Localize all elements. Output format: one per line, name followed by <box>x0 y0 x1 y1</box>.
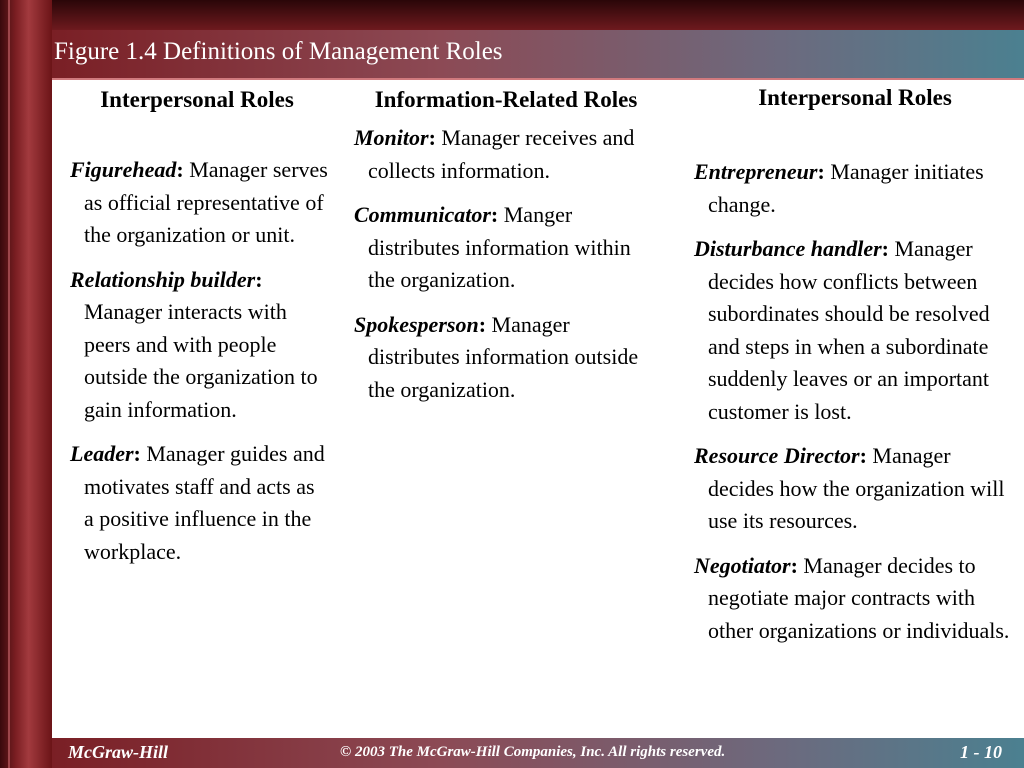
column-interpersonal-roles-right <box>690 82 1020 659</box>
title-band <box>52 30 1024 80</box>
role-name: Spokesperson <box>354 311 479 337</box>
role-definition: Relationship builder: Manager interacts with peers and with people outside the organization to gain information. <box>70 266 318 422</box>
role-definition: Resource Director: Manager decides how the organization will use its resources. <box>694 443 1005 533</box>
column-information-related-roles <box>350 84 662 418</box>
role-name: Monitor <box>354 125 429 150</box>
role-definition: Monitor: Manager receives and collects information. <box>354 125 635 183</box>
role-description: Manger distributes information within the organization. <box>368 202 631 292</box>
role-description: Manager decides how the organization will use its resources. <box>708 443 1005 533</box>
role-description: Manager initiates change. <box>708 159 984 217</box>
top-decorative-bar <box>0 0 1024 30</box>
role-description: Manager receives and collects information. <box>368 125 635 183</box>
role-definition: Leader: Manager guides and motivates staff and acts as a positive influence in the workplace. <box>70 441 325 564</box>
role-name: Entrepreneur <box>694 159 818 184</box>
role-name: Leader <box>70 441 134 466</box>
column-heading: Interpersonal Roles <box>100 87 294 112</box>
page-number: 1 - 10 <box>960 742 1002 762</box>
publisher-brand: McGraw-Hill <box>68 742 169 762</box>
role-definition: Spokesperson: Manager distributes information outside the organization. <box>354 311 639 402</box>
footer-bar <box>52 738 1024 768</box>
role-definition: Communicator: Manger distributes information within the organization. <box>354 202 631 292</box>
column-heading: Information-Related Roles <box>374 87 638 112</box>
role-definition: Figurehead: Manager serves as official representative of the organization or unit. <box>70 157 328 247</box>
role-description: Manager decides how conflicts between subordinates should be resolved and steps in when a subordinate suddenly leaves or an important customer is lost. <box>708 236 990 424</box>
role-name: Relationship builder <box>70 266 256 292</box>
role-description: Manager guides and motivates staff and acts as a positive influence in the workplace. <box>84 441 325 564</box>
role-name: Figurehead <box>70 157 177 182</box>
role-description: Manager decides to negotiate major contracts with other organizations or individuals. <box>708 552 1010 643</box>
role-definition: Negotiator: Manager decides to negotiate major contracts with other organizations or individuals. <box>694 552 1010 643</box>
role-description: Manager serves as official representative of the organization or unit. <box>84 157 328 247</box>
role-name: Disturbance handler <box>694 236 882 261</box>
role-definition: Entrepreneur: Manager initiates change. <box>694 159 984 217</box>
role-definition: Disturbance handler: Manager decides how conflicts between subordinates should be resolved and steps in when a subordinate suddenly leaves or an important customer is lost. <box>694 236 990 424</box>
left-decorative-bar <box>0 0 52 768</box>
column-heading: Interpersonal Roles <box>758 85 952 110</box>
role-name: Communicator <box>354 202 491 227</box>
copyright-notice: © 2003 The McGraw-Hill Companies, Inc. All rights reserved. <box>340 744 726 760</box>
role-name: Negotiator <box>694 552 791 578</box>
slide-title: Figure 1.4 Definitions of Management Roles <box>54 38 503 65</box>
role-name: Resource Director <box>694 443 860 468</box>
role-description: Manager interacts with peers and with people outside the organization to gain information. <box>84 299 318 422</box>
column-interpersonal-roles <box>66 84 328 580</box>
role-description: Manager distributes information outside the organization. <box>368 311 639 402</box>
